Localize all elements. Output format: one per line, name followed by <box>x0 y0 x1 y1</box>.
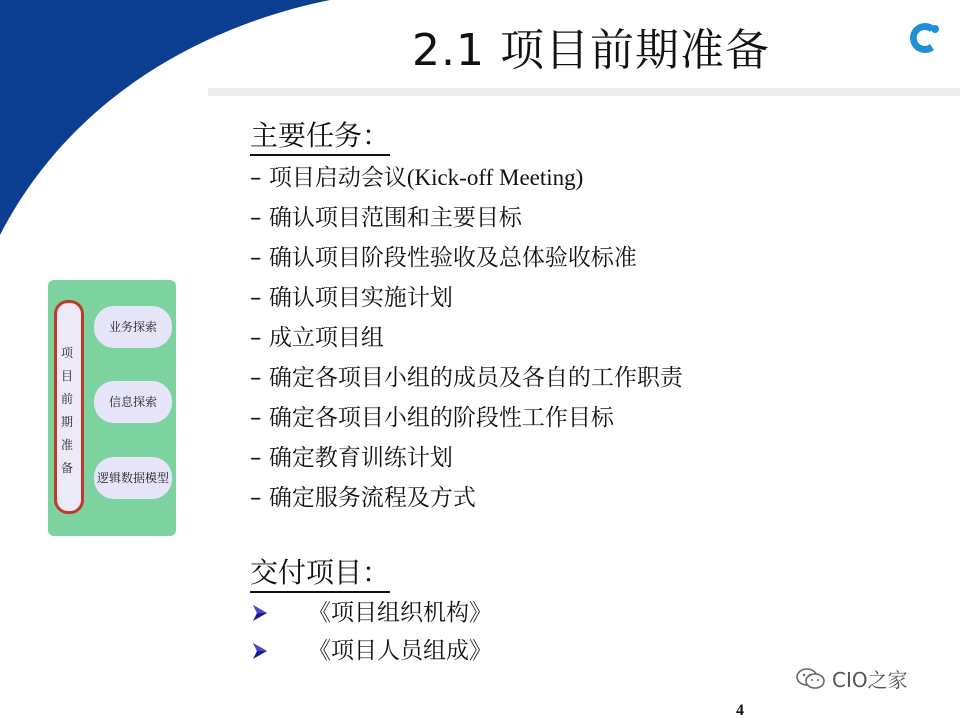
page-number: 4 <box>736 702 744 719</box>
arrow-bullet-icon <box>250 641 270 661</box>
diagram-node-data-model: 逻辑数据模型 <box>94 457 172 499</box>
task-item: – 确认项目阶段性验收及总体验收标准 <box>250 245 637 271</box>
task-item: – 项目启动会议(Kick-off Meeting) <box>250 165 584 191</box>
deliverable-list <box>250 594 492 670</box>
watermark-text: CIO之家 <box>832 668 908 692</box>
arrow-bullet-icon <box>250 603 270 623</box>
diagram-node-business: 业务探索 <box>94 306 172 348</box>
company-logo-icon <box>904 18 944 58</box>
task-item: – 确认项目实施计划 <box>250 285 453 311</box>
task-item: – 确定各项目小组的阶段性工作目标 <box>250 405 614 431</box>
slide-title: 2.1 项目前期准备 <box>412 25 770 76</box>
deliverables-heading: 交付项目： <box>250 551 390 591</box>
watermark <box>796 664 908 693</box>
diagram-node-information: 信息探索 <box>94 381 172 423</box>
task-item: – 确认项目范围和主要目标 <box>250 205 522 231</box>
deliverable-item: 《项目组织机构》 <box>250 594 492 632</box>
task-item: – 确定各项目小组的成员及各自的工作职责 <box>250 365 683 391</box>
deliverable-item: 《项目人员组成》 <box>250 632 492 670</box>
phase-diagram <box>48 280 176 536</box>
wechat-icon <box>796 667 826 691</box>
title-underline-bar <box>208 88 960 96</box>
task-item: – 确定服务流程及方式 <box>250 485 476 511</box>
tasks-heading: 主要任务： <box>250 114 390 154</box>
task-list <box>250 158 683 518</box>
task-item: – 确定教育训练计划 <box>250 445 453 471</box>
phase-vertical-label: 项目前期准备 <box>60 346 73 475</box>
task-item: – 成立项目组 <box>250 325 384 351</box>
